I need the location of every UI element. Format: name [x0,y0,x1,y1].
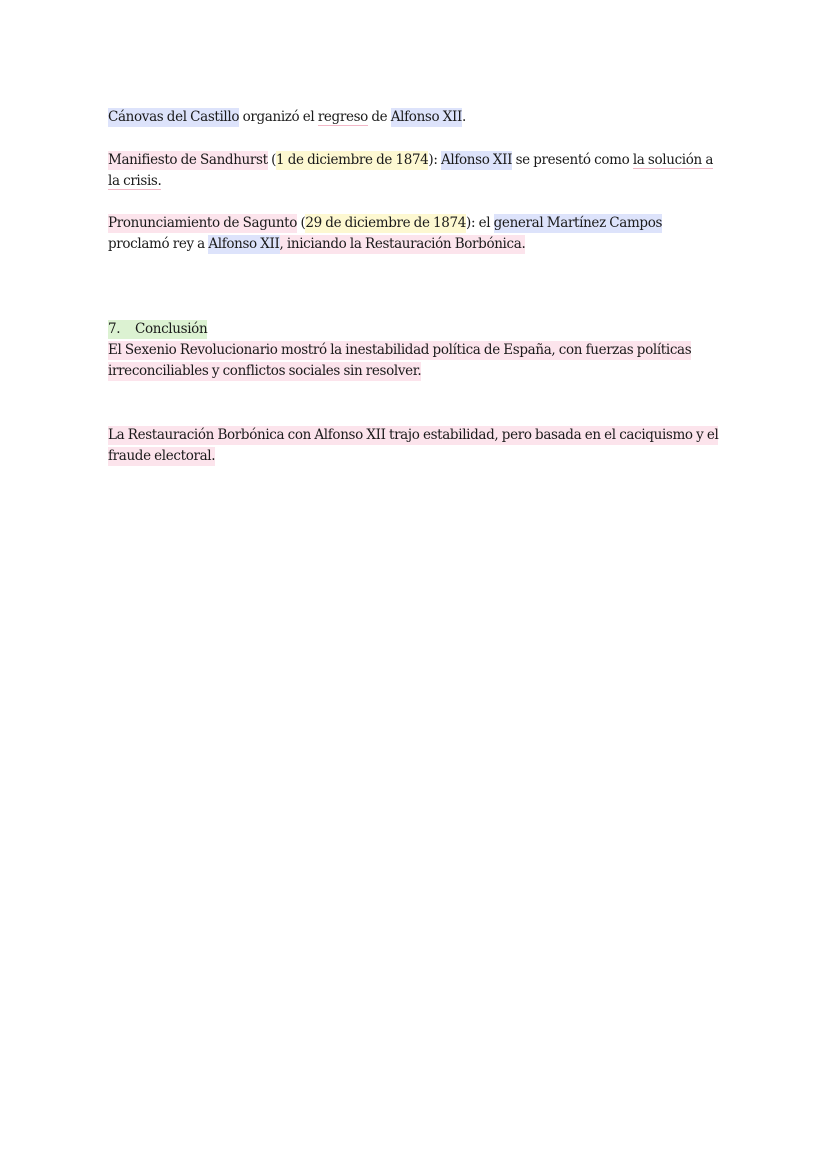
highlight-event: Manifiesto de Sandhurst [108,152,268,168]
paragraph-sandhurst [108,150,723,192]
paragraph-conclusion-1 [108,340,723,382]
text-span: organizó el [239,109,318,125]
paragraph-sagunto [108,213,723,255]
text-span: proclamó rey a [108,236,209,252]
text-span: ): el [466,215,494,231]
highlight-statement: El Sexenio Revolucionario mostró la inestabilidad política de España, con fuerzas políticas irreconciliables y conflictos sociales sin resolver. [108,342,692,379]
paragraph-canovas [108,107,723,128]
text-span: ): [428,152,441,168]
highlight-person: Alfonso XII [208,236,280,252]
text-span: . [461,109,466,125]
highlight-person: general Martínez Campos [493,215,663,231]
heading-number: 7. [108,321,121,337]
highlight-person: Alfonso XII [390,109,462,125]
text-span: ( [297,215,306,231]
text-span: ( [267,152,277,168]
highlight-date: 1 de diciembre de 1874 [276,152,429,168]
highlight-term: la solución a la crisis. [108,152,714,189]
text-span: se presentó como [512,152,633,168]
text-span: de [367,109,391,125]
paragraph-conclusion-2 [108,425,723,467]
highlight-statement: La Restauración Borbónica con Alfonso XII trajo estabilidad, pero basada en el caciquismo y el fraude electoral. [108,427,719,464]
highlight-person: Alfonso XII [440,152,513,168]
highlight-date: 29 de diciembre de 1874 [305,215,467,231]
highlight-person: Cánovas del Castillo [108,109,240,125]
highlight-event: Pronunciamiento de Sagunto [108,215,298,231]
highlight-term: regreso [317,109,368,125]
highlight-event: , iniciando la Restauración Borbónica. [279,236,526,252]
heading-highlight [108,320,207,339]
section-heading [108,319,723,340]
heading-title: Conclusión [135,321,208,337]
